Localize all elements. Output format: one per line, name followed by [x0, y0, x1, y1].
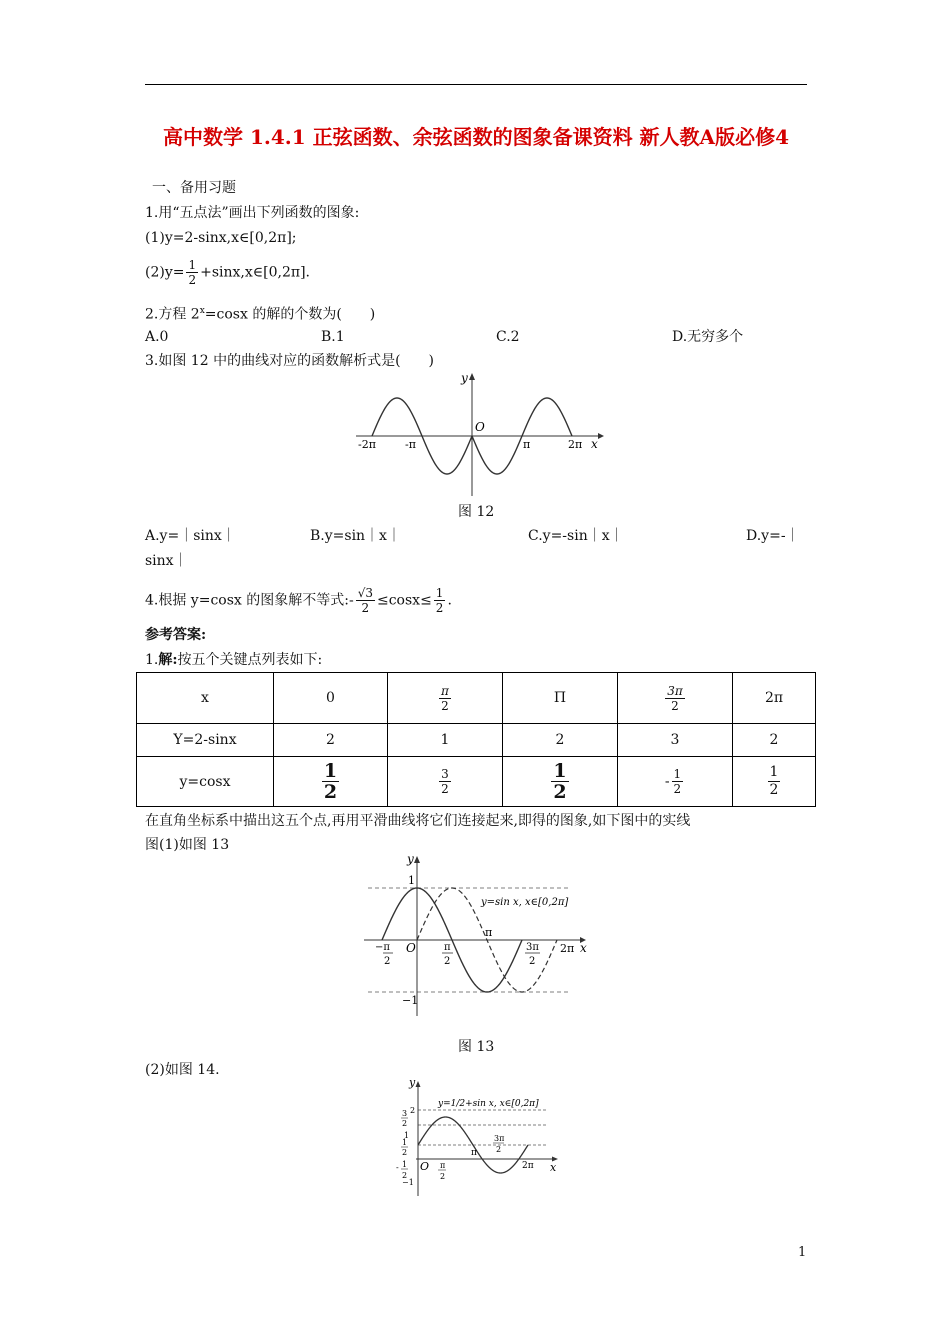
fig12-tick-2pi: 2π: [568, 438, 583, 451]
q3-option-a: A.y=｜sinx｜: [145, 528, 236, 544]
fig14-tick-2pi: 2π: [522, 1161, 534, 1171]
q3-option-c: C.y=-sin｜x｜: [528, 528, 624, 544]
q2-option-c: C.2: [496, 329, 520, 345]
table-header-three-half-pi: $\frac{3\pi}{2}$: [618, 673, 733, 724]
fig12-origin-label: O: [475, 420, 485, 434]
table-header-x: x: [137, 673, 274, 724]
fig14-tick-2: 2: [410, 1106, 416, 1115]
svg-text:2: 2: [402, 1119, 408, 1128]
svg-text:1: 1: [402, 1138, 408, 1147]
table-header-half-pi: $\frac{\pi}{2}$: [388, 673, 503, 724]
table-row: [137, 724, 816, 757]
figure-13: [360, 851, 592, 1019]
fig14-tick-neg-half: [396, 1160, 408, 1180]
table-row: [137, 673, 816, 724]
fig14-y-label: y: [409, 1076, 416, 1089]
q2-option-b: B.1: [321, 329, 345, 345]
answers-heading: 参考答案:: [145, 627, 207, 643]
fig13-tick-2pi: 2π: [560, 942, 575, 955]
answer-table: [136, 672, 816, 807]
table-cell: y=cosx: [137, 757, 274, 807]
fig12-x-label: x: [591, 437, 598, 451]
fig13-tick-1: 1: [408, 874, 415, 887]
table-cell: 2: [733, 724, 816, 757]
header-rule: [145, 84, 807, 85]
q3-stem: 3.如图 12 中的曲线对应的函数解析式是( ): [145, 353, 434, 369]
svg-text:3: 3: [402, 1109, 408, 1118]
q1-part1: (1)y=2-sinx,x∈[0,2π];: [145, 230, 297, 246]
fig14-tick-pi-2: [438, 1161, 446, 1181]
page-title: 高中数学 1.4.1 正弦函数、余弦函数的图象备课资料 新人教A版必修4: [163, 125, 789, 149]
answer-1-intro: 1.解:按五个关键点列表如下:: [145, 652, 323, 668]
q3-option-b: B.y=sin｜x｜: [310, 528, 401, 544]
table-cell: 3: [618, 724, 733, 757]
fig12-y-arrow: [469, 373, 475, 380]
fig13-tick-pi: π: [485, 926, 493, 939]
svg-text:2: 2: [529, 956, 536, 967]
svg-text:−π: −π: [375, 942, 390, 953]
table-cell: 2: [503, 724, 618, 757]
svg-text:π: π: [444, 942, 451, 953]
figure-13-caption: 图 13: [458, 1039, 495, 1055]
svg-text:3π: 3π: [494, 1134, 505, 1143]
svg-text:2: 2: [402, 1148, 408, 1157]
table-cell: Y=2-sinx: [137, 724, 274, 757]
table-header-2pi: 2π: [733, 673, 816, 724]
q2-stem: 2.方程 $2^x=\cos x$ 的解的个数为( ): [145, 306, 376, 323]
table-cell: $\frac{1}{2}$: [274, 757, 388, 807]
fig14-x-label: x: [550, 1161, 557, 1174]
q1-part2: (2)y= $\frac{1}{2}$ +sinx,x∈[0,2π].: [145, 258, 310, 287]
table-cell: $\frac{1}{2}$: [503, 757, 618, 807]
svg-text:π: π: [440, 1161, 446, 1170]
table-header-pi: Π: [503, 673, 618, 724]
svg-text:2: 2: [440, 1172, 446, 1181]
fig13-curve-label: y=sin x, x∈[0,2π]: [481, 897, 569, 908]
svg-text:2: 2: [444, 956, 451, 967]
paragraph-1: 在直角坐标系中描出这五个点,再用平滑曲线将它们连接起来,即得的图象,如下图中的实线: [145, 813, 691, 829]
table-cell: 1: [388, 724, 503, 757]
figure-12: [352, 370, 604, 498]
fig12-tick-pi: π: [523, 438, 531, 451]
table-cell: 2: [274, 724, 388, 757]
fig14-tick-three-pi-2: [493, 1134, 504, 1154]
svg-text:-: -: [396, 1163, 399, 1172]
svg-text:2: 2: [496, 1145, 502, 1154]
svg-text:2: 2: [402, 1171, 408, 1180]
fig14-origin: O: [420, 1160, 430, 1173]
fig14-tick-neg1: −1: [402, 1178, 414, 1187]
table-row: [137, 757, 816, 807]
fig14-tick-half: [401, 1138, 408, 1157]
fig13-tick-neg1: −1: [402, 994, 419, 1007]
table-header-0: 0: [274, 673, 388, 724]
paragraph-2: 图(1)如图 13: [145, 837, 230, 853]
fig14-curve-label: y=1/2+sin x, x∈[0,2π]: [438, 1099, 539, 1109]
fig12-tick-negpi: -π: [405, 438, 416, 451]
paragraph-3: (2)如图 14.: [145, 1062, 220, 1078]
figure-12-caption: 图 12: [458, 504, 495, 520]
page-number: 1: [798, 1245, 807, 1260]
q4-stem: 4.根据 y=cosx 的图象解不等式:- $\frac{√3}{2}$ ≤cosx≤ $\frac{1}{2}$ .: [145, 586, 452, 615]
q1-stem: 1.用“五点法”画出下列函数的图象:: [145, 205, 360, 221]
table-cell: $\frac{3}{2}$: [388, 757, 503, 807]
q2-option-a: A.0: [145, 329, 169, 345]
section-heading: 一、备用习题: [152, 180, 236, 196]
svg-text:2: 2: [384, 956, 391, 967]
fig12-tick-neg2pi: -2π: [358, 438, 376, 451]
fig13-origin: O: [406, 941, 416, 955]
fig13-tick-three-half-pi: [525, 942, 540, 967]
svg-text:1: 1: [402, 1160, 408, 1169]
figure-14: [394, 1075, 564, 1199]
fig12-y-label: y: [461, 371, 468, 385]
fig13-tick-half-pi: [442, 942, 453, 967]
svg-text:3π: 3π: [526, 942, 539, 953]
fig13-tick-neg-half-pi: [375, 942, 393, 967]
fig13-y-arrow: [414, 856, 420, 863]
fig13-y-label: y: [407, 852, 414, 866]
fig14-tick-pi: π: [471, 1148, 477, 1158]
q2-option-d: D.无穷多个: [672, 329, 744, 345]
fig14-tick-1: 1: [404, 1131, 410, 1140]
fig13-x-label: x: [580, 941, 587, 955]
fig12-x-arrow: [598, 433, 604, 439]
fig14-tick-three-half: [401, 1109, 408, 1128]
q3-option-d-cont: sinx｜: [145, 553, 188, 569]
fig14-y-arrow: [416, 1081, 421, 1087]
q3-option-d: D.y=-｜: [746, 528, 800, 544]
table-cell: - $\frac{1}{2}$: [618, 757, 733, 807]
table-cell: $\frac{1}{2}$: [733, 757, 816, 807]
